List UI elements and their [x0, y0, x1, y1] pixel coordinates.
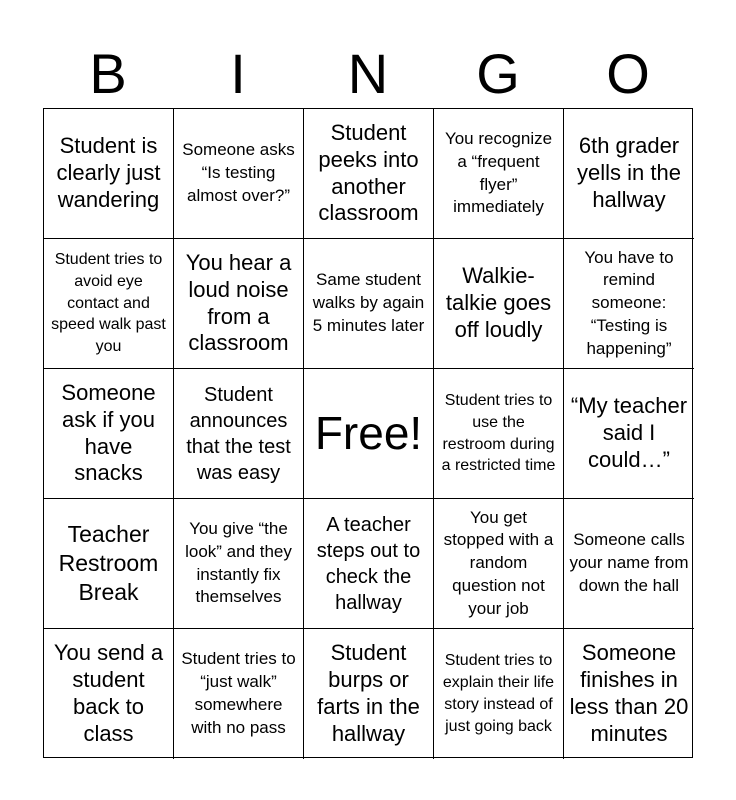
bingo-cell[interactable]: [304, 499, 434, 629]
bingo-cell[interactable]: [434, 109, 564, 239]
cell-text: Student peeks into another classroom: [318, 119, 419, 226]
header-letter-b: B: [89, 42, 127, 105]
bingo-cell[interactable]: [174, 499, 304, 629]
header-letter-n: N: [347, 42, 389, 105]
bingo-cell[interactable]: [564, 499, 694, 629]
bingo-grid: [43, 108, 693, 758]
cell-text: “My teacher said I could…”: [570, 393, 688, 472]
cell-text: Student burps or farts in the hallway: [317, 640, 420, 746]
cell-text: Teacher Restroom Break: [58, 521, 159, 605]
bingo-cell[interactable]: [304, 629, 434, 759]
bingo-cell[interactable]: [174, 109, 304, 239]
cell-text: Student is clearly just wandering: [56, 133, 161, 212]
bingo-cell[interactable]: [44, 499, 174, 629]
cell-text: Student tries to avoid eye contact and speed walk past you: [51, 250, 166, 356]
cell-text: Student announces that the test was easy: [186, 383, 291, 484]
bingo-cell[interactable]: [44, 369, 174, 499]
cell-text: A teacher steps out to check the hallway: [316, 513, 421, 614]
bingo-cell[interactable]: [44, 109, 174, 239]
cell-text: You hear a loud noise from a classroom: [185, 249, 292, 356]
cell-text: Student tries to explain their life story instead of just going back: [442, 652, 555, 735]
cell-text: Someone asks “Is testing almost over?”: [182, 140, 295, 205]
bingo-cell[interactable]: [44, 239, 174, 369]
bingo-cell[interactable]: [564, 109, 694, 239]
bingo-cell[interactable]: [174, 369, 304, 499]
bingo-cell[interactable]: [434, 629, 564, 759]
bingo-cell[interactable]: [174, 629, 304, 759]
cell-text: Walkie-talkie goes off loudly: [445, 263, 552, 342]
cell-text: You get stopped with a random question not your job: [443, 507, 554, 618]
bingo-cell[interactable]: [564, 239, 694, 369]
cell-text: You send a student back to class: [53, 640, 164, 746]
bingo-cell[interactable]: [174, 239, 304, 369]
cell-text: Same student walks by again 5 minutes later: [312, 270, 425, 335]
cell-text: 6th grader yells in the hallway: [577, 133, 681, 212]
bingo-header: [43, 40, 693, 108]
free-space-cell[interactable]: [304, 369, 434, 499]
bingo-cell[interactable]: [434, 239, 564, 369]
cell-text: You recognize a “frequent flyer” immediately: [444, 128, 553, 217]
bingo-cell[interactable]: [304, 239, 434, 369]
bingo-cell[interactable]: [564, 369, 694, 499]
cell-text: Someone ask if you have snacks: [61, 379, 156, 486]
header-letter-g: G: [476, 42, 520, 105]
bingo-cell[interactable]: [44, 629, 174, 759]
cell-text: Someone calls your name from down the hall: [569, 530, 689, 595]
cell-text: You have to remind someone: “Testing is happening”: [584, 247, 674, 358]
bingo-cell[interactable]: [564, 629, 694, 759]
free-space-text: Free!: [314, 407, 423, 460]
bingo-cell[interactable]: [434, 499, 564, 629]
cell-text: Student tries to “just walk” somewhere with no pass: [181, 649, 296, 737]
bingo-cell[interactable]: [304, 109, 434, 239]
cell-text: You give “the look” and they instantly fix themselves: [185, 518, 292, 607]
cell-text: Student tries to use the restroom during a restricted time: [441, 391, 556, 475]
header-letter-o: O: [606, 42, 650, 105]
bingo-cell[interactable]: [434, 369, 564, 499]
cell-text: Someone finishes in less than 20 minutes: [569, 640, 689, 746]
header-letter-i: I: [230, 42, 246, 105]
